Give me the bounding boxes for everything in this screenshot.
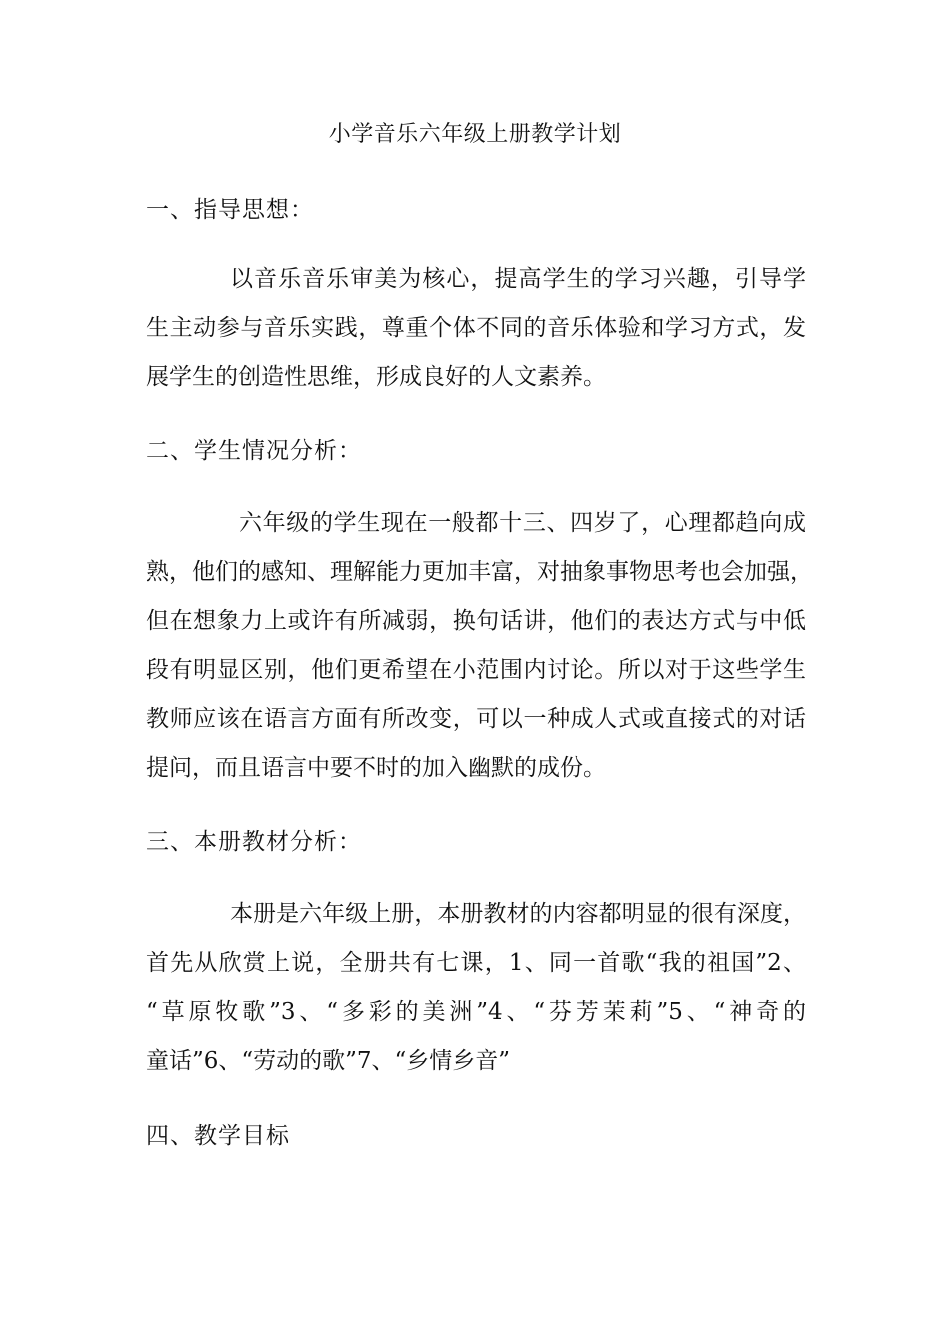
paragraph-line: 但在想象力上或许有所减弱，换句话讲，他们的表达方式与中低 [146, 608, 806, 634]
paragraph-line: 童话”6、“劳动的歌”7、“乡情乡音” [146, 1048, 511, 1074]
document-title: 小学音乐六年级上册教学计划 [328, 122, 622, 147]
paragraph-line: 本册是六年级上册，本册教材的内容都明显的很有深度， [230, 901, 806, 927]
paragraph-line: 提问，而且语言中要不时的加入幽默的成份。 [146, 755, 606, 781]
section-heading-textbook-analysis: 三、本册教材分析： [146, 829, 362, 855]
section-heading-guiding-thought: 一、指导思想： [146, 197, 314, 223]
paragraph-line: 教师应该在语言方面有所改变，可以一种成人式或直接式的对话 [146, 706, 806, 732]
section-heading-teaching-goals: 四、教学目标 [146, 1123, 290, 1149]
paragraph-line: 熟，他们的感知、理解能力更加丰富，对抽象事物思考也会加强， [146, 559, 813, 585]
section-heading-student-analysis: 二、学生情况分析： [146, 438, 362, 464]
paragraph-line: 以音乐音乐审美为核心，提高学生的学习兴趣，引导学 [230, 266, 806, 292]
paragraph-line: 展学生的创造性思维，形成良好的人文素养。 [146, 364, 606, 390]
paragraph-line: 生主动参与音乐实践，尊重个体不同的音乐体验和学习方式，发 [146, 315, 806, 341]
paragraph-line: 六年级的学生现在一般都十三、四岁了，心理都趋向成 [239, 510, 806, 536]
paragraph-line: 段有明显区别，他们更希望在小范围内讨论。所以对于这些学生 [146, 657, 806, 683]
paragraph-line: 首先从欣赏上说，全册共有七课，1、同一首歌“我的祖国”2、 [146, 950, 806, 976]
paragraph-line: “草原牧歌”3、“多彩的美洲”4、“芬芳茉莉”5、“神奇的 [146, 999, 806, 1025]
